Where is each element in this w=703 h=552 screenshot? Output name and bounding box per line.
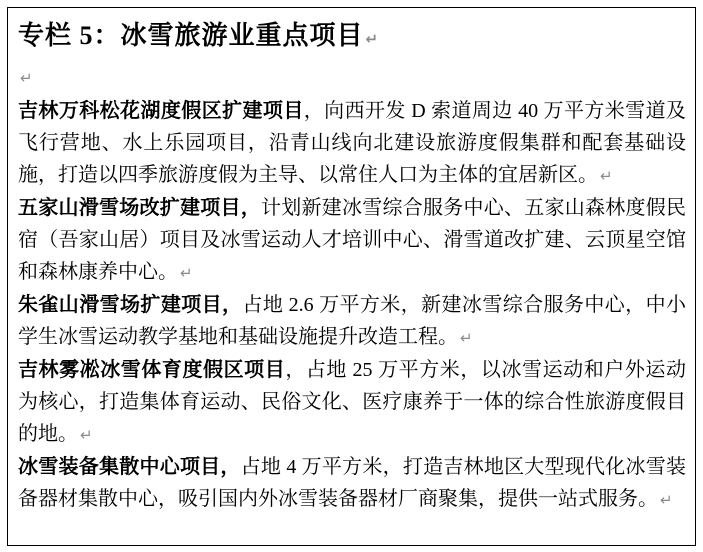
project-paragraph bbox=[18, 289, 686, 354]
project-description: ，占地 25 万平方米，以冰雪运动和户外运动为核心，打造集体育运动、民俗文化、医疗康养于一体的综合性旅游度假目的地。 bbox=[18, 359, 686, 445]
empty-line bbox=[18, 59, 686, 95]
project-description: ，向西开发 D 索道周边 40 万平方米雪道及飞行营地、水上乐园项目，沿青山线向北建设旅游度假集群和配套基础设施，打造以四季旅游度假为主导、以常住人口为主体的宜居新区。 bbox=[18, 100, 686, 186]
column-5-box bbox=[7, 7, 696, 546]
project-paragraph bbox=[18, 354, 686, 451]
project-name: 五家山滑雪场改扩建项目， bbox=[18, 197, 261, 219]
project-description: 计划新建冰雪综合服务中心、五家山森林度假民宿（吾家山居）项目及冰雪运动人才培训中心、滑雪道改扩建、云顶星空馆和森林康养中心。 bbox=[18, 197, 686, 283]
project-description: 占地 4 万平方米，打造吉林地区大型现代化冰雪装备器材集散中心，吸引国内外冰雪装备器材厂商聚集，提供一站式服务。 bbox=[18, 456, 687, 510]
project-name: 冰雪装备集散中心项目， bbox=[18, 456, 241, 478]
project-name: 吉林万科松花湖度假区扩建项目 bbox=[18, 100, 304, 122]
paragraph-mark-icon: ↵ bbox=[660, 491, 673, 509]
paragraph-mark-icon: ↵ bbox=[600, 167, 613, 185]
project-paragraph bbox=[18, 95, 686, 192]
project-name: 吉林雾凇冰雪体育度假区项目 bbox=[18, 359, 286, 381]
project-paragraph bbox=[18, 451, 686, 516]
paragraph-mark-icon: ↵ bbox=[365, 30, 379, 48]
box-title: 专栏 5：冰雪旅游业重点项目 bbox=[18, 21, 364, 50]
project-paragraph bbox=[18, 192, 686, 289]
box-title-line bbox=[18, 16, 686, 59]
project-description: 占地 2.6 万平方米，新建冰雪综合服务中心，中小学生冰雪运动教学基地和基础设施提升改造工程。 bbox=[18, 294, 686, 348]
paragraph-mark-icon: ↵ bbox=[80, 426, 93, 444]
paragraph-mark-icon: ↵ bbox=[180, 264, 193, 282]
paragraph-mark-icon: ↵ bbox=[20, 69, 33, 87]
project-name: 朱雀山滑雪场扩建项目， bbox=[18, 294, 243, 316]
paragraph-mark-icon: ↵ bbox=[460, 329, 473, 347]
